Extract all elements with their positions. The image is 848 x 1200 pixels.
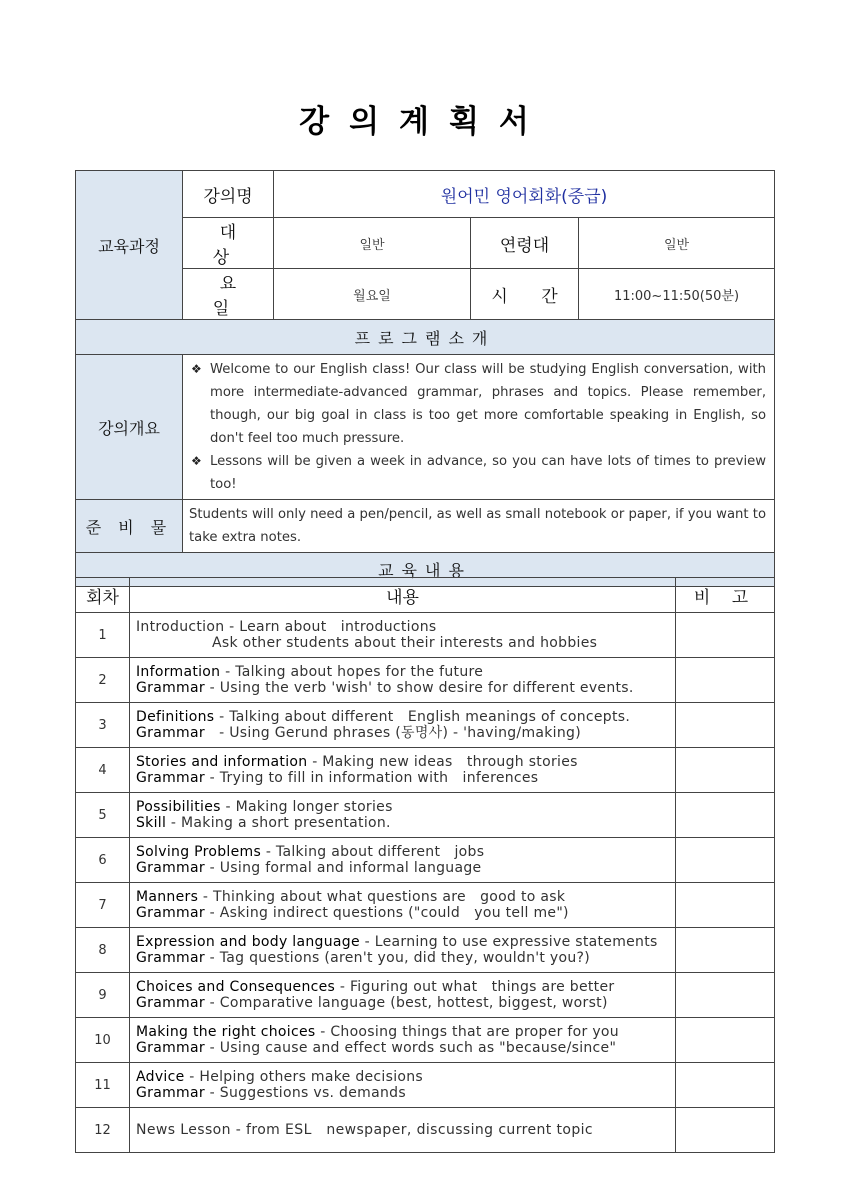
table-row — [76, 973, 775, 1018]
lesson-topic: Advice — [136, 1069, 185, 1085]
session-number: 12 — [76, 1108, 130, 1153]
note-cell — [676, 883, 775, 928]
lesson-skill: Grammar — [136, 995, 205, 1011]
lesson-content: News Lesson - from ESL newspaper, discussing current topic — [130, 1108, 676, 1153]
content-col-header: 내용 — [130, 578, 676, 613]
lesson-content — [130, 748, 676, 793]
lesson-line-2 — [136, 680, 669, 696]
lesson-content — [130, 838, 676, 883]
course-name: 원어민 영어회화(중급) — [274, 171, 775, 218]
table-row — [76, 703, 775, 748]
note-cell — [676, 748, 775, 793]
session-number: 8 — [76, 928, 130, 973]
lesson-content — [130, 658, 676, 703]
diamond-bullet-icon: ❖ — [191, 454, 202, 468]
lesson-topic-detail: - Helping others make decisions — [184, 1069, 424, 1085]
note-cell — [676, 1063, 775, 1108]
materials-text: Students will only need a pen/pencil, as well as small notebook or paper, if you want to take extra notes. — [183, 500, 775, 553]
lesson-skill: Grammar — [136, 725, 205, 741]
time-value: 11:00~11:50(50분) — [579, 269, 775, 320]
table-row — [76, 658, 775, 703]
session-number: 9 — [76, 973, 130, 1018]
lesson-line-1 — [136, 754, 669, 770]
lesson-skill-detail: - Making a short presentation. — [166, 815, 391, 831]
session-number: 7 — [76, 883, 130, 928]
lesson-line-1 — [136, 664, 669, 680]
lesson-line-2 — [136, 1040, 669, 1056]
lesson-skill-detail: - Trying to fill in information with inferences — [204, 770, 539, 786]
note-cell — [676, 1108, 775, 1153]
lesson-line-1 — [136, 844, 669, 860]
session-number: 5 — [76, 793, 130, 838]
lesson-topic-detail: - Talking about different jobs — [261, 844, 485, 860]
day-label: 요 일 — [183, 269, 274, 320]
lesson-line-2 — [136, 860, 669, 876]
course-info-table — [75, 170, 775, 587]
note-cell — [676, 793, 775, 838]
document-title: 강의계획서 — [299, 104, 549, 140]
note-cell — [676, 1018, 775, 1063]
lesson-skill-detail: - Using Gerund phrases (동명사) - 'having/making) — [204, 725, 581, 741]
lesson-line-1 — [136, 709, 669, 725]
lesson-topic: Expression and body language — [136, 934, 360, 950]
lesson-skill-detail: - Using formal and informal language — [204, 860, 482, 876]
lesson-line-1 — [136, 889, 669, 905]
lesson-line-2 — [136, 725, 669, 741]
age-value: 일반 — [579, 218, 775, 269]
overview-content — [183, 355, 775, 500]
category-label: 교육과정 — [76, 171, 183, 320]
lesson-content — [130, 973, 676, 1018]
lesson-content — [130, 703, 676, 748]
lesson-topic-detail: Introduction - Learn about introductions — [136, 619, 437, 635]
lesson-line-1 — [136, 799, 669, 815]
table-row — [76, 928, 775, 973]
course-name-label: 강의명 — [183, 171, 274, 218]
lesson-line-2 — [136, 1085, 669, 1101]
session-number: 4 — [76, 748, 130, 793]
table-row — [76, 1063, 775, 1108]
lesson-skill: Grammar — [136, 860, 205, 876]
lesson-topic-detail: - Making new ideas through stories — [307, 754, 578, 770]
table-row — [76, 748, 775, 793]
lesson-skill: Skill — [136, 815, 167, 831]
lesson-content — [130, 883, 676, 928]
lesson-line-1 — [136, 1024, 669, 1040]
lesson-topic: Stories and information — [136, 754, 308, 770]
lesson-line-1 — [136, 979, 669, 995]
note-col-header: 비 고 — [676, 578, 775, 613]
overview-item: ❖ Welcome to our English class! Our class will be studying English conversation, with more intermediate-advanced grammar, phrases and topics. Please remember, though, our big goal in class is too get more comfortable speaking in English, so don't feel too much pressure. — [189, 358, 766, 450]
lesson-line-2 — [136, 905, 669, 921]
lesson-skill: Grammar — [136, 1085, 205, 1101]
table-row — [76, 793, 775, 838]
lesson-skill-detail: Ask other students about their interests and hobbies — [136, 635, 598, 651]
session-col-header: 회차 — [76, 578, 130, 613]
day-value: 월요일 — [274, 269, 471, 320]
lesson-content — [130, 613, 676, 658]
lesson-skill: Grammar — [136, 905, 205, 921]
curriculum-header: 교육내용 — [76, 553, 775, 587]
session-number: 1 — [76, 613, 130, 658]
session-number: 3 — [76, 703, 130, 748]
table-row — [76, 1018, 775, 1063]
lesson-line-1 — [136, 934, 669, 950]
lesson-skill: Grammar — [136, 680, 205, 696]
lesson-skill-detail: - Suggestions vs. demands — [204, 1085, 406, 1101]
lesson-content — [130, 928, 676, 973]
materials-label: 준 비 물 — [76, 500, 183, 553]
table-row — [76, 883, 775, 928]
lesson-content — [130, 793, 676, 838]
target-value: 일반 — [274, 218, 471, 269]
session-number: 10 — [76, 1018, 130, 1063]
lesson-line-2 — [136, 950, 669, 966]
target-label: 대 상 — [183, 218, 274, 269]
lesson-topic-detail: - Talking about different English meanings of concepts. — [214, 709, 631, 725]
lesson-skill-detail: - Asking indirect questions ("could you tell me") — [204, 905, 569, 921]
lesson-skill-detail: - Comparative language (best, hottest, biggest, worst) — [204, 995, 608, 1011]
overview-item: ❖ Lessons will be given a week in advance, so you can have lots of times to preview too! — [189, 450, 766, 496]
table-row — [76, 838, 775, 883]
lesson-line-2 — [136, 635, 669, 651]
program-header: 프로그램소개 — [76, 320, 775, 355]
lesson-line-2 — [136, 995, 669, 1011]
lesson-skill: Grammar — [136, 1040, 205, 1056]
note-cell — [676, 973, 775, 1018]
lesson-topic: Choices and Consequences — [136, 979, 336, 995]
note-cell — [676, 928, 775, 973]
session-number: 2 — [76, 658, 130, 703]
overview-label: 강의개요 — [76, 355, 183, 500]
lesson-content — [130, 1018, 676, 1063]
lesson-skill-detail: - Tag questions (aren't you, did they, wouldn't you?) — [204, 950, 591, 966]
lesson-skill: Grammar — [136, 770, 205, 786]
lesson-topic-detail: - Choosing things that are proper for you — [315, 1024, 619, 1040]
diamond-bullet-icon: ❖ — [191, 362, 202, 376]
lesson-line-2 — [136, 815, 669, 831]
table-row — [76, 613, 775, 658]
session-number: 11 — [76, 1063, 130, 1108]
note-cell — [676, 613, 775, 658]
lesson-skill-detail: - Using cause and effect words such as "because/since" — [204, 1040, 617, 1056]
lesson-topic-detail: - Learning to use expressive statements — [359, 934, 658, 950]
curriculum-table — [75, 577, 775, 1153]
lesson-skill: Grammar — [136, 950, 205, 966]
note-cell — [676, 838, 775, 883]
lesson-topic-detail: - Talking about hopes for the future — [220, 664, 484, 680]
time-label: 시 간 — [471, 269, 579, 320]
lesson-topic-detail: - Making longer stories — [220, 799, 393, 815]
lesson-topic: Information — [136, 664, 221, 680]
lesson-topic: Definitions — [136, 709, 215, 725]
lesson-topic-detail: - Thinking about what questions are good to ask — [198, 889, 566, 905]
lesson-line-1 — [136, 1069, 669, 1085]
note-cell — [676, 658, 775, 703]
lesson-line-2 — [136, 770, 669, 786]
lesson-topic-detail: - Figuring out what things are better — [335, 979, 615, 995]
lesson-topic: Possibilities — [136, 799, 221, 815]
lesson-line-1 — [136, 619, 669, 635]
session-number: 6 — [76, 838, 130, 883]
lesson-topic: Solving Problems — [136, 844, 262, 860]
lesson-topic: Manners — [136, 889, 199, 905]
lesson-topic: Making the right choices — [136, 1024, 316, 1040]
lesson-skill-detail: - Using the verb 'wish' to show desire for different events. — [204, 680, 634, 696]
age-label: 연령대 — [471, 218, 579, 269]
lesson-content — [130, 1063, 676, 1108]
note-cell — [676, 703, 775, 748]
